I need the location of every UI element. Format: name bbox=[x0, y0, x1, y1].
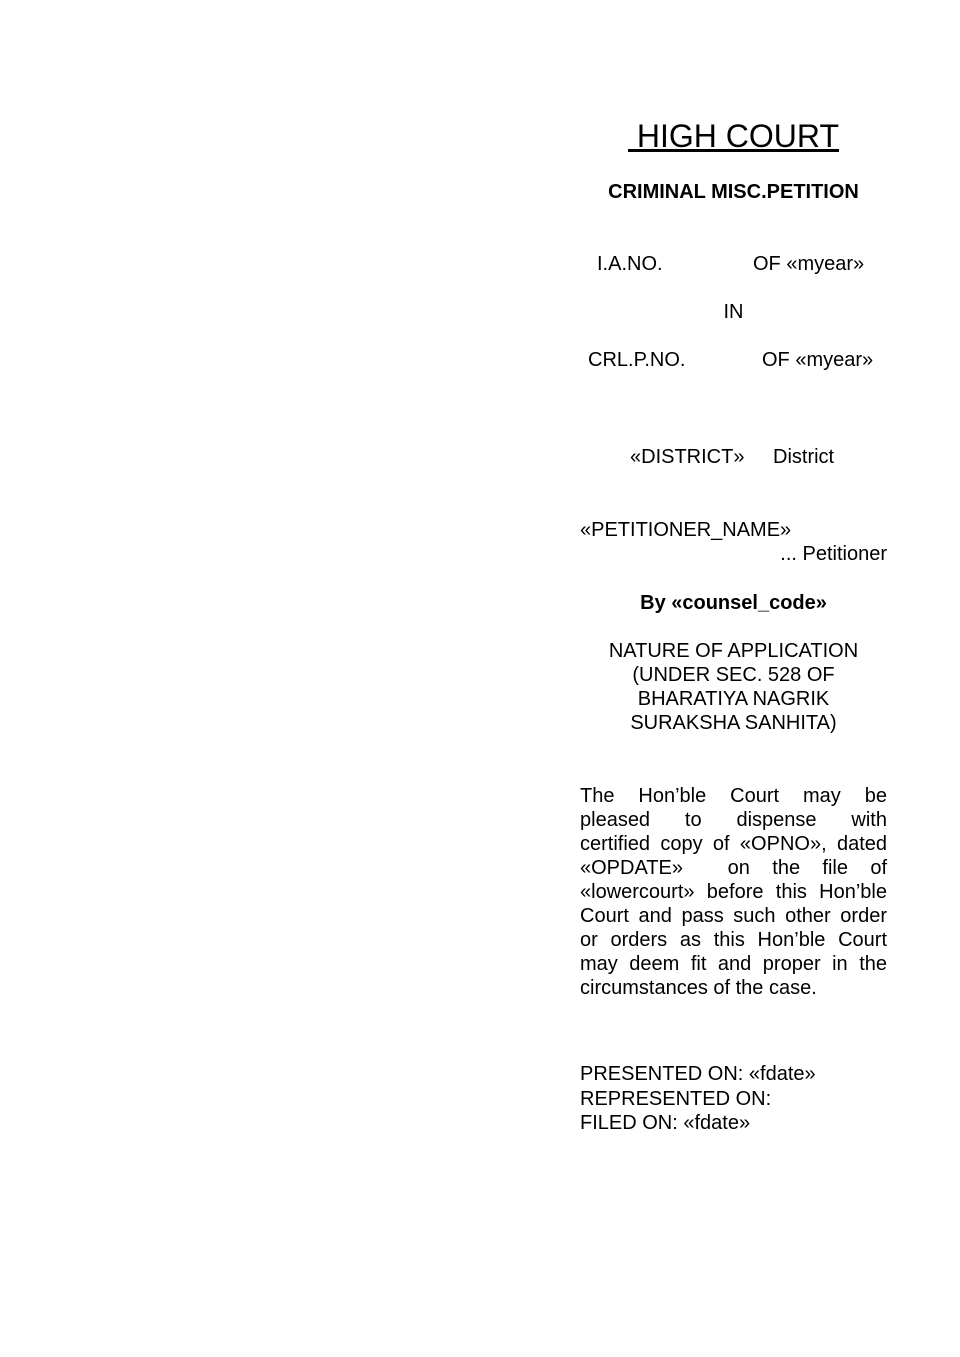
crl-number-year: OF «myear» bbox=[762, 349, 874, 371]
prayer-line: Court and pass such other order bbox=[580, 905, 887, 927]
ia-number-year: OF «myear» bbox=[753, 253, 865, 275]
crl-number-label: CRL.P.NO. bbox=[588, 349, 686, 371]
filed-on: FILED ON: «fdate» bbox=[580, 1112, 751, 1134]
petitioner-name: «PETITIONER_NAME» bbox=[580, 519, 792, 541]
district-label: District bbox=[773, 446, 835, 468]
court-title: HIGH COURT bbox=[628, 118, 839, 154]
prayer-line: certified copy of «OPNO», dated bbox=[580, 833, 887, 855]
district-field: «DISTRICT» bbox=[630, 446, 745, 468]
prayer-paragraph bbox=[580, 784, 887, 1000]
nature-line: BHARATIYA NAGRIK bbox=[637, 688, 830, 710]
presented-on: PRESENTED ON: «fdate» bbox=[580, 1063, 816, 1085]
prayer-line: «OPDATE» on the file of bbox=[580, 857, 887, 879]
counsel-line: By «counsel_code» bbox=[640, 592, 827, 614]
prayer-line: or orders as this Hon’ble Court bbox=[580, 929, 887, 951]
prayer-line: circumstances of the case. bbox=[580, 977, 817, 999]
nature-of-application bbox=[580, 639, 887, 735]
nature-line: (UNDER SEC. 528 OF bbox=[632, 664, 835, 686]
petitioner-label: ... Petitioner bbox=[780, 543, 887, 565]
nature-line: NATURE OF APPLICATION bbox=[608, 640, 859, 662]
represented-on: REPRESENTED ON: bbox=[580, 1087, 772, 1110]
prayer-line: «lowercourt» before this Hon’ble bbox=[580, 881, 887, 903]
filing-dates bbox=[580, 1062, 887, 1136]
ia-number-label: I.A.NO. bbox=[597, 253, 663, 275]
prayer-line: may deem fit and proper in the bbox=[580, 953, 887, 975]
prayer-line: pleased to dispense with bbox=[580, 809, 887, 831]
prayer-line: The Hon’ble Court may be bbox=[580, 785, 887, 807]
petition-type: CRIMINAL MISC.PETITION bbox=[608, 181, 859, 203]
in-label: IN bbox=[723, 301, 744, 323]
nature-line: SURAKSHA SANHITA) bbox=[630, 712, 837, 734]
